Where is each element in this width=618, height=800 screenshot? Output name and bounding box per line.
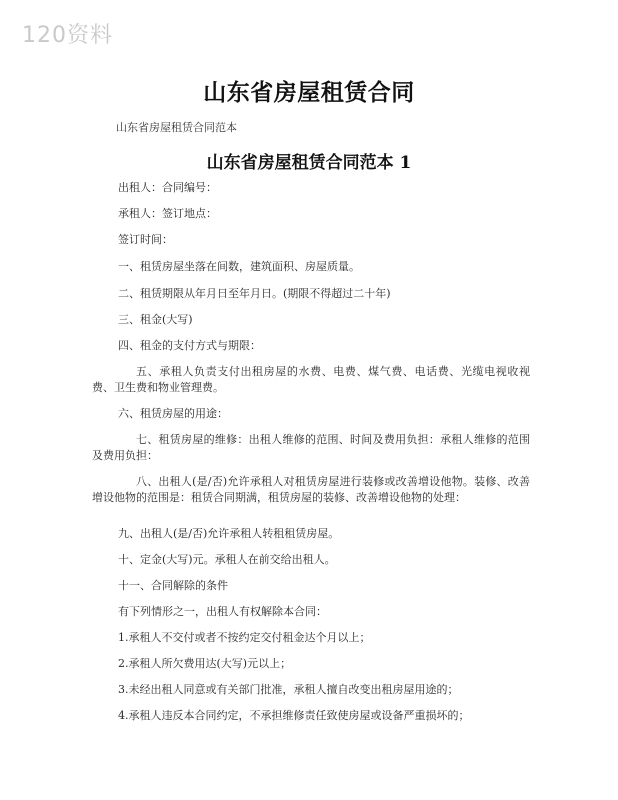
clause-11-item-2: 2.承租人所欠费用达(大写)元以上； — [118, 657, 292, 670]
clause-9: 九、出租人(是/否)允许承租人转租租赁房屋。 — [118, 527, 340, 540]
clause-11-item-1: 1.承租人不交付或者不按约定交付租金达个月以上； — [118, 631, 371, 644]
clause-8: 八、出租人(是/否)允许承租人对租赁房屋进行装修或改善增设他物。装修、改善增设他物的范围是：租赁合同期满，租赁房屋的装修、改善增设他物的处理： — [92, 475, 530, 504]
clause-11-item-4: 4.承租人违反本合同约定，不承担维修责任致使房屋或设备严重损坏的； — [118, 709, 470, 722]
document-title: 山东省房屋租赁合同 — [203, 79, 415, 106]
clause-2: 二、租赁期限从年月日至年月日。(期限不得超过二十年) — [118, 287, 391, 300]
lessee-line: 承租人：签订地点： — [118, 207, 217, 220]
clause-10: 十、定金(大写)元。承租人在前交给出租人。 — [118, 553, 336, 566]
section-heading: 山东省房屋租赁合同范本 1 — [206, 153, 412, 173]
document-subtitle: 山东省房屋租赁合同范本 — [116, 121, 237, 134]
sign-time-line: 签订时间： — [118, 233, 173, 246]
clause-11-intro: 有下列情形之一，出租人有权解除本合同： — [118, 605, 327, 618]
lessor-line: 出租人：合同编号： — [118, 181, 217, 194]
clause-5: 五、承租人负责支付出租房屋的水费、电费、煤气费、电话费、光缆电视收视费、卫生费和物业管理费。 — [92, 365, 530, 394]
watermark: 120资料 — [22, 23, 113, 48]
clause-11-item-3: 3.未经出租人同意或有关部门批准，承租人擅自改变出租房屋用途的； — [118, 683, 459, 696]
clause-6: 六、租赁房屋的用途： — [118, 407, 228, 420]
clause-7: 七、租赁房屋的维修：出租人维修的范围、时间及费用负担：承租人维修的范围及费用负担： — [92, 433, 530, 462]
clause-11-title: 十一、合同解除的条件 — [118, 579, 228, 592]
clause-4: 四、租金的支付方式与期限： — [118, 339, 261, 352]
clause-1: 一、租赁房屋坐落在间数，建筑面积、房屋质量。 — [118, 260, 360, 273]
clause-3: 三、租金(大写) — [118, 313, 193, 326]
